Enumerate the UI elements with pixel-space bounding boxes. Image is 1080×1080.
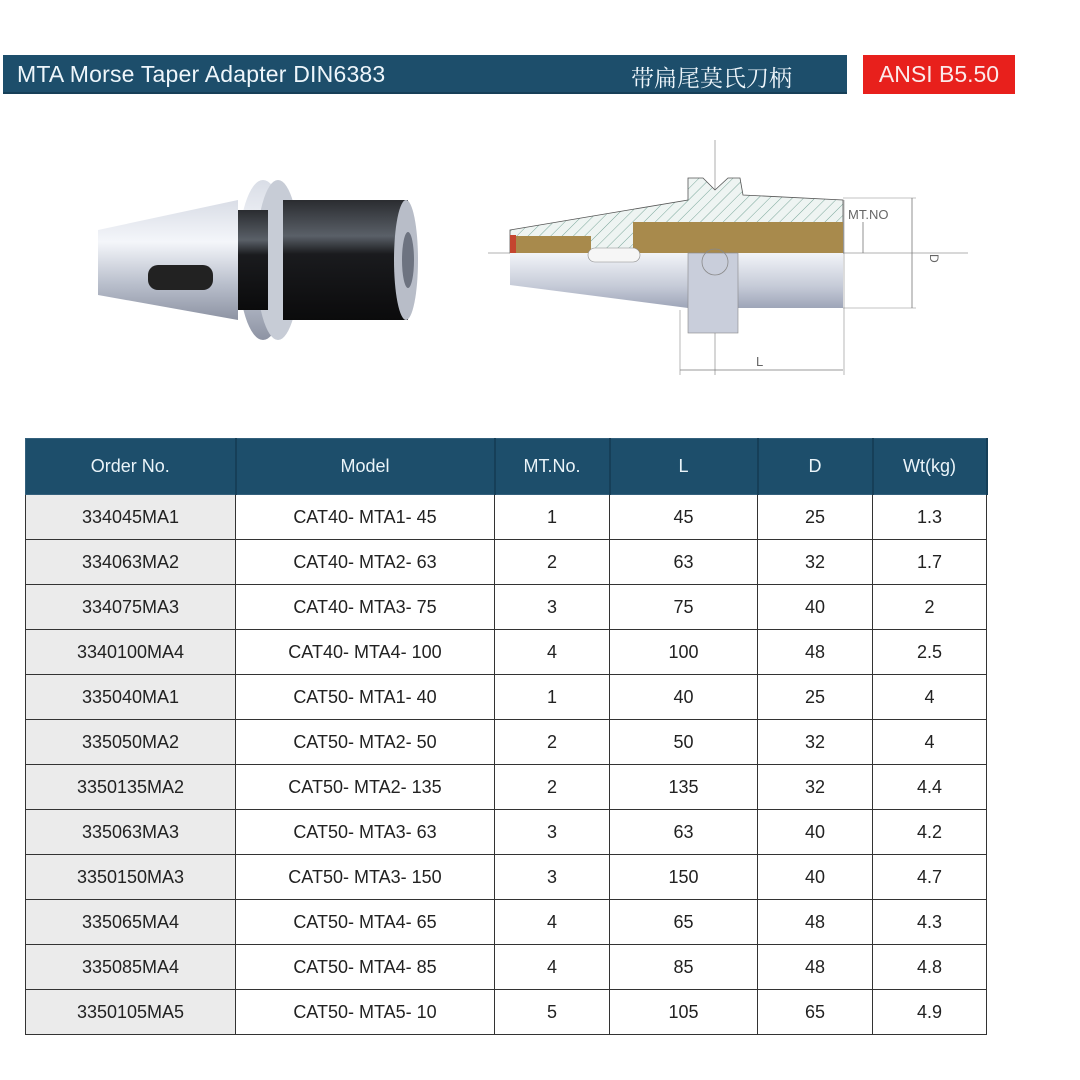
cell-weight: 1.7 (873, 540, 987, 585)
cell-l: 135 (610, 765, 758, 810)
table-header-row (26, 439, 987, 495)
cell-mt-no: 3 (495, 810, 610, 855)
cell-weight: 4.9 (873, 990, 987, 1035)
cell-l: 45 (610, 495, 758, 540)
cell-d: 40 (758, 810, 873, 855)
cell-mt-no: 3 (495, 585, 610, 630)
cell-d: 40 (758, 585, 873, 630)
cell-model: CAT50- MTA3- 63 (236, 810, 495, 855)
cell-model: CAT50- MTA4- 65 (236, 900, 495, 945)
cell-model: CAT50- MTA3- 150 (236, 855, 495, 900)
cell-order-no: 3350150MA3 (26, 855, 236, 900)
table-row (26, 765, 987, 810)
cell-d: 48 (758, 900, 873, 945)
cell-l: 75 (610, 585, 758, 630)
cell-order-no: 3350135MA2 (26, 765, 236, 810)
table-row (26, 495, 987, 540)
cell-d: 25 (758, 675, 873, 720)
cell-model: CAT40- MTA1- 45 (236, 495, 495, 540)
mt-no-label: MT.NO (848, 207, 889, 222)
table-row (26, 855, 987, 900)
cell-l: 63 (610, 540, 758, 585)
column-header-model: Model (236, 439, 495, 495)
cell-weight: 4.4 (873, 765, 987, 810)
page-title-chinese: 带扁尾莫氏刀柄 (631, 66, 792, 92)
cell-d: 32 (758, 765, 873, 810)
cell-weight: 4.3 (873, 900, 987, 945)
cell-mt-no: 2 (495, 720, 610, 765)
table-row (26, 900, 987, 945)
cell-model: CAT50- MTA4- 85 (236, 945, 495, 990)
cell-weight: 4 (873, 720, 987, 765)
cell-l: 50 (610, 720, 758, 765)
table-row (26, 675, 987, 720)
cell-order-no: 334063MA2 (26, 540, 236, 585)
cell-d: 25 (758, 495, 873, 540)
cell-l: 150 (610, 855, 758, 900)
cell-mt-no: 4 (495, 900, 610, 945)
cell-order-no: 334075MA3 (26, 585, 236, 630)
cell-d: 48 (758, 945, 873, 990)
table-row (26, 810, 987, 855)
table-row (26, 990, 987, 1035)
table-row (26, 630, 987, 675)
cell-model: CAT50- MTA1- 40 (236, 675, 495, 720)
cell-model: CAT50- MTA2- 50 (236, 720, 495, 765)
cell-model: CAT50- MTA2- 135 (236, 765, 495, 810)
table-row (26, 945, 987, 990)
cell-model: CAT50- MTA5- 10 (236, 990, 495, 1035)
technical-drawing (488, 140, 968, 380)
table-row (26, 540, 987, 585)
cell-weight: 4.2 (873, 810, 987, 855)
standard-badge: ANSI B5.50 (863, 55, 1015, 94)
d-label: D (927, 254, 941, 263)
cell-order-no: 335085MA4 (26, 945, 236, 990)
cell-weight: 4.7 (873, 855, 987, 900)
cell-l: 63 (610, 810, 758, 855)
column-header-order-no: Order No. (26, 439, 236, 495)
cell-mt-no: 3 (495, 855, 610, 900)
cell-order-no: 3340100MA4 (26, 630, 236, 675)
cell-order-no: 335063MA3 (26, 810, 236, 855)
title-bar (3, 55, 847, 94)
cell-weight: 4 (873, 675, 987, 720)
cell-l: 85 (610, 945, 758, 990)
cell-mt-no: 4 (495, 630, 610, 675)
cell-l: 105 (610, 990, 758, 1035)
cell-d: 40 (758, 855, 873, 900)
cell-weight: 2.5 (873, 630, 987, 675)
cell-order-no: 335050MA2 (26, 720, 236, 765)
cell-d: 48 (758, 630, 873, 675)
l-label: L (756, 354, 764, 369)
column-header-mt-no: MT.No. (495, 439, 610, 495)
cell-model: CAT40- MTA2- 63 (236, 540, 495, 585)
page-title: MTA Morse Taper Adapter DIN6383 (17, 61, 386, 87)
product-photo (88, 175, 418, 350)
cell-d: 32 (758, 720, 873, 765)
cell-mt-no: 1 (495, 495, 610, 540)
spec-table (25, 438, 988, 1035)
column-header-d: D (758, 439, 873, 495)
cell-l: 65 (610, 900, 758, 945)
cell-l: 100 (610, 630, 758, 675)
cell-mt-no: 2 (495, 540, 610, 585)
cell-mt-no: 5 (495, 990, 610, 1035)
cell-model: CAT40- MTA4- 100 (236, 630, 495, 675)
cell-l: 40 (610, 675, 758, 720)
cell-order-no: 3350105MA5 (26, 990, 236, 1035)
cell-mt-no: 4 (495, 945, 610, 990)
cell-order-no: 335065MA4 (26, 900, 236, 945)
cell-order-no: 335040MA1 (26, 675, 236, 720)
column-header-l: L (610, 439, 758, 495)
table-row (26, 720, 987, 765)
column-header-weight: Wt(kg) (873, 439, 987, 495)
cell-weight: 1.3 (873, 495, 987, 540)
cell-model: CAT40- MTA3- 75 (236, 585, 495, 630)
cell-order-no: 334045MA1 (26, 495, 236, 540)
table-row (26, 585, 987, 630)
cell-mt-no: 2 (495, 765, 610, 810)
cell-d: 32 (758, 540, 873, 585)
cell-weight: 2 (873, 585, 987, 630)
cell-d: 65 (758, 990, 873, 1035)
cell-weight: 4.8 (873, 945, 987, 990)
cell-mt-no: 1 (495, 675, 610, 720)
